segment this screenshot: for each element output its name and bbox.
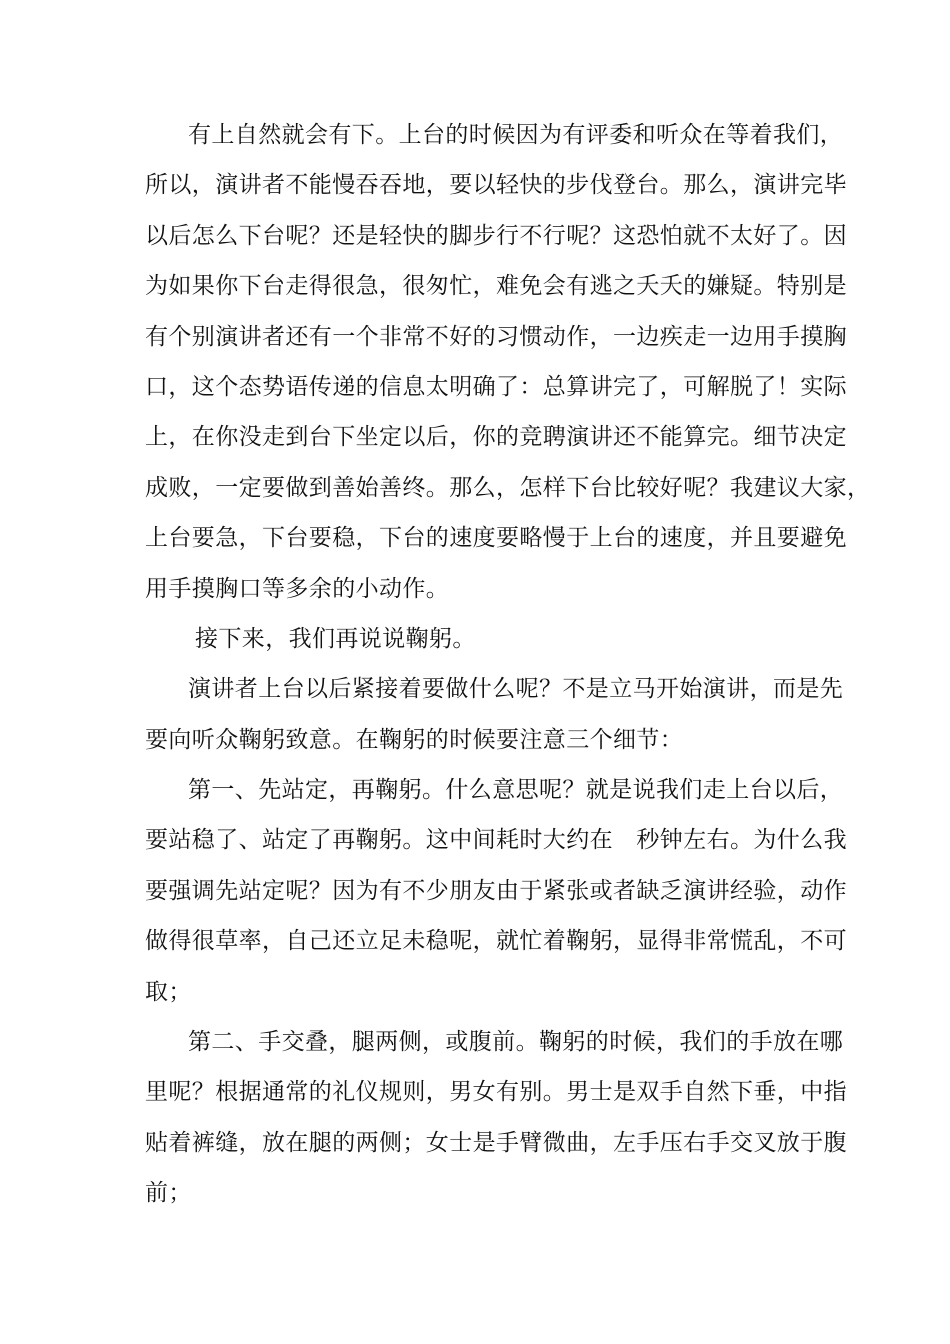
text-line: 接下来，我们再说说鞠躬。 xyxy=(195,626,476,652)
text-line: 用手摸胸口等多余的小动作。 xyxy=(145,576,450,602)
text-line: 有个别演讲者还有一个非常不好的习惯动作，一边疾走一边用手摸胸 xyxy=(145,324,847,350)
text-line: 所以，演讲者不能慢吞吞地，要以轻快的步伐登台。那么，演讲完毕 xyxy=(145,172,847,198)
text-line: 取； xyxy=(145,979,192,1005)
text-line: 有上自然就会有下。上台的时候因为有评委和听众在等着我们， xyxy=(188,122,844,148)
text-line: 做得很草率，自己还立足未稳呢，就忙着鞠躬，显得非常慌乱，不可 xyxy=(145,928,847,954)
text-line: 第一、先站定，再鞠躬。什么意思呢？就是说我们走上台以后， xyxy=(188,777,844,803)
text-line: 成败，一定要做到善始善终。那么，怎样下台比较好呢？我建议大家， xyxy=(145,475,871,501)
text-line: 前； xyxy=(145,1180,192,1206)
text-line: 为如果你下台走得很急，很匆忙，难免会有逃之夭夭的嫌疑。特别是 xyxy=(145,273,847,299)
text-line: 里呢？根据通常的礼仪规则，男女有别。男士是双手自然下垂，中指 xyxy=(145,1079,847,1105)
text-line: 要向听众鞠躬致意。在鞠躬的时候要注意三个细节： xyxy=(145,727,684,753)
text-line: 贴着裤缝，放在腿的两侧；女士是手臂微曲，左手压右手交叉放于腹 xyxy=(145,1130,847,1156)
text-line: 以后怎么下台呢？还是轻快的脚步行不行呢？这恐怕就不太好了。因 xyxy=(145,223,847,249)
text-line: 演讲者上台以后紧接着要做什么呢？不是立马开始演讲，而是先 xyxy=(188,676,844,702)
text-line: 上，在你没走到台下坐定以后，你的竞聘演讲还不能算完。细节决定 xyxy=(145,424,847,450)
text-line: 要强调先站定呢？因为有不少朋友由于紧张或者缺乏演讲经验，动作 xyxy=(145,878,847,904)
text-line: 上台要急，下台要稳，下台的速度要略慢于上台的速度，并且要避免 xyxy=(145,525,847,551)
text-line: 口，这个态势语传递的信息太明确了：总算讲完了，可解脱了！实际 xyxy=(145,374,847,400)
text-line: 要站稳了、站定了再鞠躬。这中间耗时大约在 秒钟左右。为什么我 xyxy=(145,827,847,853)
text-line: 第二、手交叠，腿两侧，或腹前。鞠躬的时候，我们的手放在哪 xyxy=(188,1029,844,1055)
